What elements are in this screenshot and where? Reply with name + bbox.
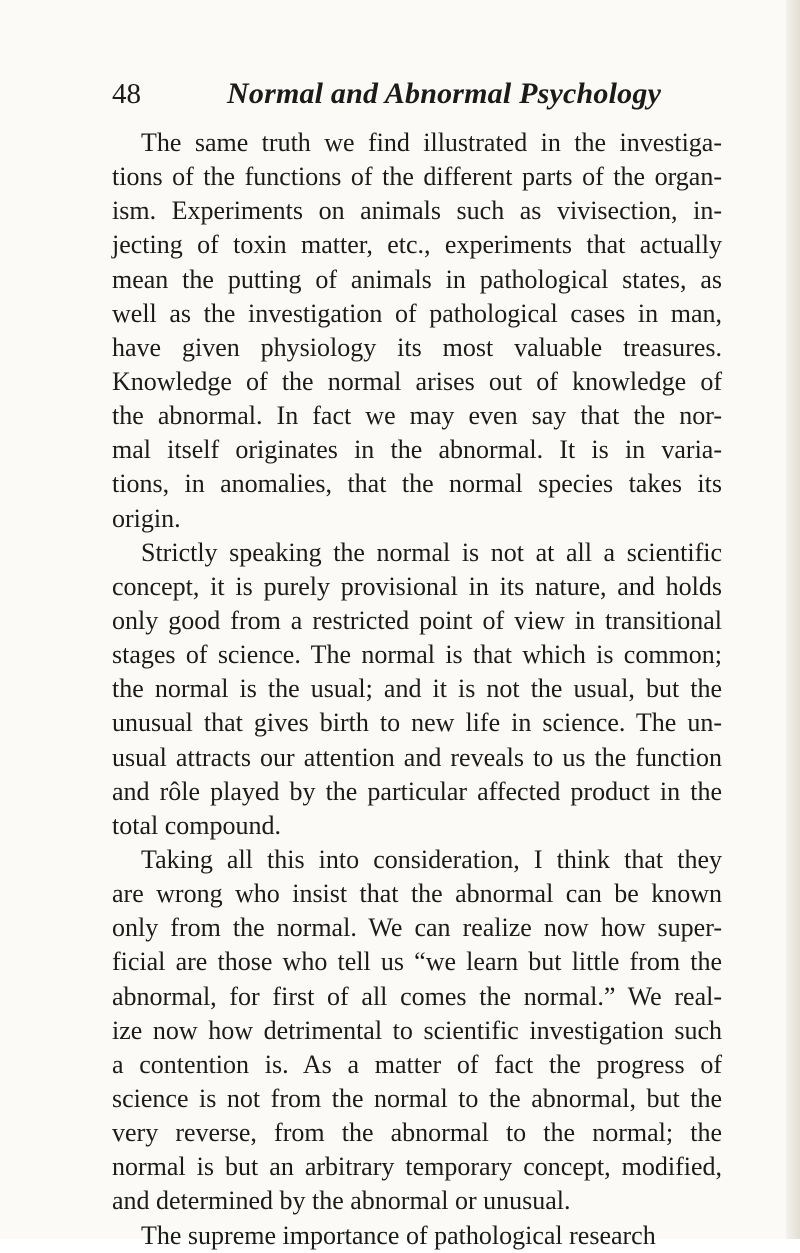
text-line: ize now how detrimental to scientific investigation such xyxy=(112,1015,722,1045)
paragraph-4 xyxy=(112,1219,722,1253)
text-line: only good from a restricted point of view in transitional xyxy=(112,605,722,635)
text-line: have given physiology its most valuable treasures. xyxy=(112,332,722,362)
text-line: tions, in anomalies, that the normal species takes its xyxy=(112,469,722,499)
text-line: mal itself originates in the abnormal. It is in varia- xyxy=(112,435,722,465)
text-line: normal is but an arbitrary temporary concept, modified, xyxy=(112,1152,722,1182)
text-line: concept, it is purely provisional in its nature, and holds xyxy=(112,571,722,601)
text-line: origin. xyxy=(112,503,181,533)
text-line: The same truth we find illustrated in the investiga- xyxy=(141,128,722,157)
text-line: The supreme importance of pathological research xyxy=(141,1220,656,1250)
text-line: and determined by the abnormal or unusual. xyxy=(112,1186,571,1216)
paragraph-1 xyxy=(112,126,722,536)
text-line: are wrong who insist that the abnormal can be known xyxy=(112,879,722,909)
text-line: the abnormal. In fact we may even say that the nor- xyxy=(112,401,722,431)
text-line: mean the putting of animals in pathological states, as xyxy=(112,264,722,294)
text-line: ficial are those who tell us “we learn but little from the xyxy=(112,947,722,977)
text-line: well as the investigation of pathological cases in man, xyxy=(112,298,722,328)
text-line: only from the normal. We can realize now how super- xyxy=(112,913,722,943)
text-line: tions of the functions of the different parts of the organ- xyxy=(112,162,722,192)
paragraph-2 xyxy=(112,536,722,843)
text-line: total compound. xyxy=(112,810,281,840)
text-line: Strictly speaking the normal is not at all a scientific xyxy=(141,537,722,567)
paragraph-3 xyxy=(112,843,722,1219)
page-edge-shadow xyxy=(786,0,800,1239)
text-line: very reverse, from the abnormal to the normal; the xyxy=(112,1118,722,1148)
text-line: and rôle played by the particular affected product in the xyxy=(112,776,722,806)
text-line: Taking all this into consideration, I think that they xyxy=(141,844,722,874)
text-line: a contention is. As a matter of fact the progress of xyxy=(112,1049,722,1079)
text-line: the normal is the usual; and it is not the usual, but the xyxy=(112,674,722,704)
body-text xyxy=(112,126,722,1253)
text-line: jecting of toxin matter, etc., experiments that actually xyxy=(112,230,722,260)
text-line: Knowledge of the normal arises out of knowledge of xyxy=(112,366,722,396)
text-line: ism. Experiments on animals such as vivisection, in- xyxy=(112,196,722,226)
running-title: Normal and Abnormal Psychology xyxy=(227,77,662,110)
text-line: science is not from the normal to the abnormal, but the xyxy=(112,1083,722,1113)
text-line: unusual that gives birth to new life in science. The un- xyxy=(112,708,722,738)
text-line: usual attracts our attention and reveals to us the function xyxy=(112,742,722,772)
page-header xyxy=(112,74,722,114)
text-line: stages of science. The normal is that which is common; xyxy=(112,640,722,670)
page-number: 48 xyxy=(112,78,141,110)
text-line: abnormal, for first of all comes the normal.” We real- xyxy=(112,981,722,1011)
